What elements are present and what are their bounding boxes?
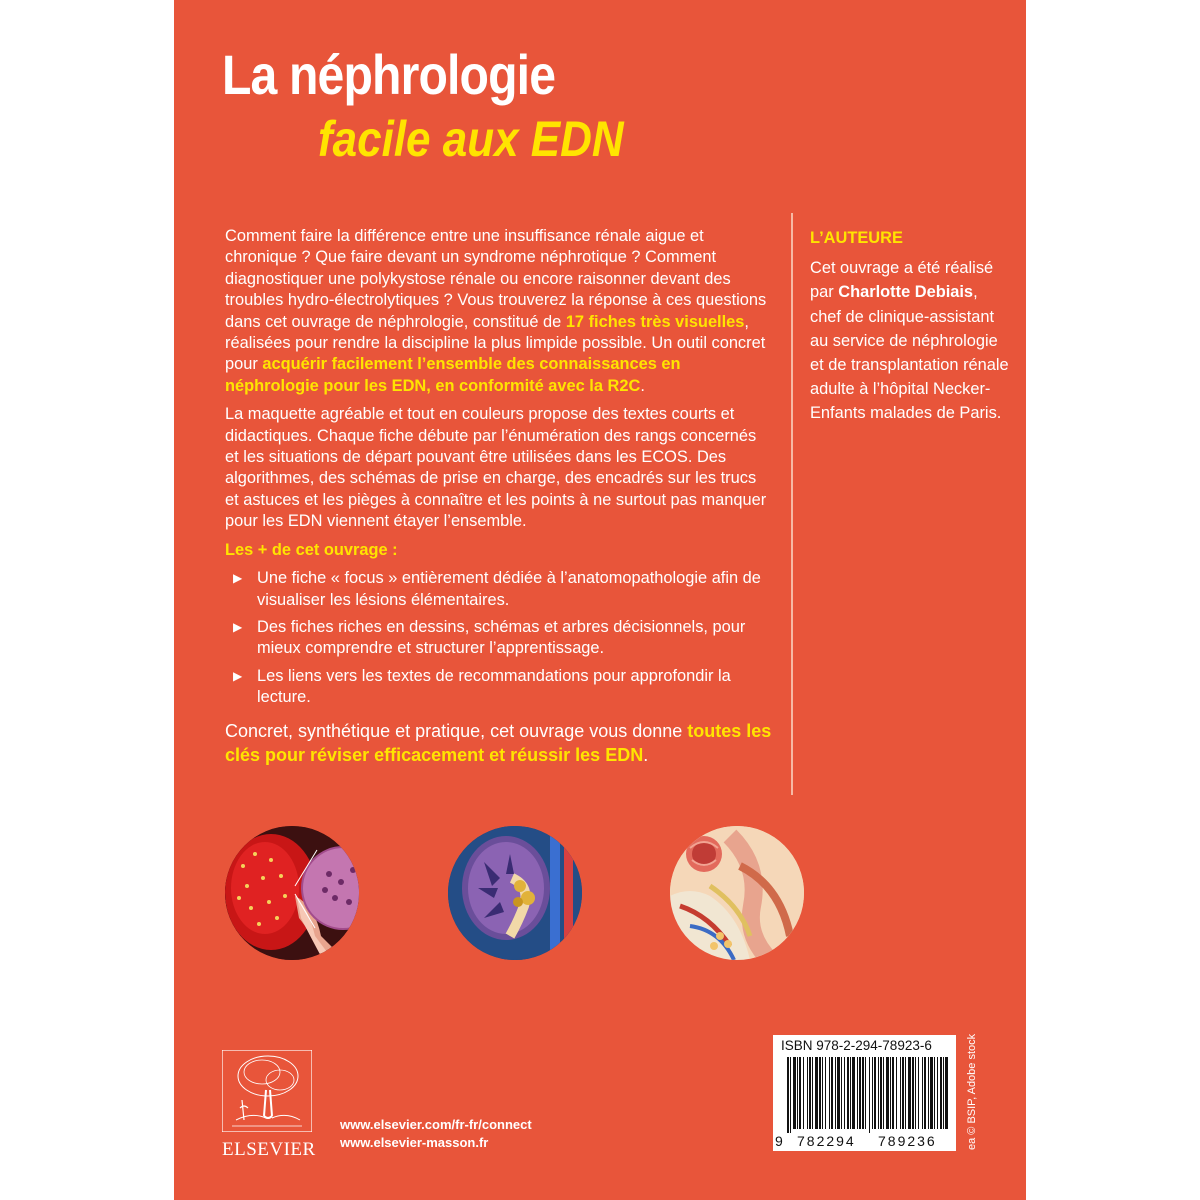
barcode-bar: [799, 1057, 801, 1129]
author-bio: Cet ouvrage a été réalisé par Charlotte Debiais, chef de clinique-assistant au service de néphrologie et de transplantation rénale adulte à l’hôpital Necker-Enfants malades de Paris.: [810, 259, 1009, 423]
barcode-bar: [940, 1057, 942, 1129]
list-item: ▶ Des fiches riches en dessins, schémas et arbres décisionnels, pour mieux comprendre et structurer l’apprentissage.: [233, 617, 746, 658]
kidney-illustration-1: [225, 826, 359, 960]
triangle-bullet-icon: ▶: [233, 619, 243, 634]
elsevier-tree-icon: [222, 1050, 312, 1132]
barcode-bar: [825, 1057, 826, 1129]
barcode-bar: [905, 1057, 906, 1129]
isbn-label: ISBN 978-2-294-78923-6: [781, 1038, 932, 1053]
barcode-bar: [892, 1057, 894, 1129]
barcode-bar: [937, 1057, 938, 1129]
barcode-bar: [809, 1057, 811, 1129]
barcode-bar: [943, 1057, 944, 1129]
description-column: [225, 226, 773, 774]
highlight-17-fiches: 17 fiches très visuelles: [565, 312, 745, 331]
barcode-bar: [841, 1057, 842, 1129]
triangle-bullet-icon: ▶: [233, 668, 243, 683]
barcode-bar: [869, 1057, 870, 1133]
plus-heading: Les + de cet ouvrage :: [225, 540, 398, 559]
barcode-bar: [902, 1057, 904, 1129]
barcode-bar: [915, 1057, 916, 1129]
barcode-bar: [857, 1057, 858, 1129]
barcode-bar: [874, 1057, 876, 1129]
barcode-bar: [862, 1057, 864, 1129]
book-title: La néphrologie: [222, 43, 556, 106]
publisher-url-2[interactable]: www.elsevier-masson.fr: [340, 1135, 489, 1150]
list-item: ▶ Une fiche « focus » entièrement dédiée à l’anatomopathologie afin de visualiser les lésions élémentaires.: [233, 569, 761, 609]
highlight-acquerir: acquérir facilement l’ensemble des connaissances en néphrologie pour les EDN, en conformité avec la R2C: [225, 355, 681, 395]
barcode-bar: [797, 1057, 798, 1129]
barcode-bar: [822, 1057, 823, 1129]
barcode-bar: [922, 1057, 923, 1129]
barcode-bar: [815, 1057, 818, 1129]
barcode-bar: [787, 1057, 789, 1133]
list-item: ▶ Les liens vers les textes de recommandations pour approfondir la lecture.: [233, 666, 731, 707]
barcode-bar: [852, 1057, 855, 1129]
barcode-bar: [912, 1057, 914, 1129]
barcode-bar: [847, 1057, 849, 1129]
conclusion-paragraph: Concret, synthétique et pratique, cet ouvrage vous donne toutes les clés pour réviser efficacement et réussir les EDN.: [225, 720, 772, 765]
elsevier-logo: [222, 1050, 316, 1161]
barcode-bar: [837, 1057, 840, 1129]
barcode-bar: [835, 1057, 836, 1129]
plus-list: [225, 568, 773, 708]
isbn-barcode: ISBN 978-2-294-78923-6 9 782294 789236: [773, 1035, 956, 1151]
highlight-conclusion: toutes les clés pour réviser efficacement et réussir les EDN: [225, 720, 772, 765]
barcode-bar: [865, 1057, 866, 1129]
barcode-bar: [829, 1057, 830, 1129]
barcode-bar: [930, 1057, 933, 1129]
barcode-bar: [819, 1057, 821, 1129]
barcode-bars: [773, 1035, 956, 1135]
barcode-bar: [900, 1057, 901, 1129]
book-back-cover: [174, 0, 1026, 1200]
description-paragraph-1: Comment faire la différence entre une insuffisance rénale aigue et chronique ? Que faire devant un syndrome néphrotique ? Comment diagnostiquer une polykystose rénale ou encore raisonner devant des troubles hydro-électrolytiques ? Vous trouverez la réponse à ces questions dans cet ouvrage de néphrologie, constitué de 17 fiches très visuelles, réalisées pour rendre la discipline la plus limpide possible. Un outil concret pour acquérir facilement l’ensemble des connaissances en néphrologie pour les EDN, en conformité avec la R2C.: [225, 227, 767, 395]
barcode-bar: [790, 1057, 791, 1133]
barcode-bar: [934, 1057, 935, 1129]
barcode-bar: [844, 1057, 845, 1129]
description-paragraph-2: La maquette agréable et tout en couleurs propose des textes courts et didactiques. Chaque fiche débute par l’énumération des rangs concernés et les situations de départ pouvant être utilisées dans les ECOS. Des algorithmes, des schémas de prise en charge, des encadrés sur les trucs et astuces et les pièges à connaître et les points à ne surtout pas manquer pour les EDN viennent étayer l’ensemble.: [225, 405, 767, 531]
author-column: [810, 226, 1010, 426]
barcode-bar: [924, 1057, 926, 1129]
barcode-bar: [918, 1057, 919, 1129]
publisher-urls: [340, 1116, 532, 1152]
triangle-bullet-icon: ▶: [233, 571, 243, 586]
barcode-bar: [859, 1057, 861, 1129]
kidney-illustration-2: [448, 826, 582, 960]
barcode-bar: [878, 1057, 879, 1129]
kidney-illustration-3: [670, 826, 804, 960]
barcode-bar: [850, 1057, 851, 1129]
book-subtitle: facile aux EDN: [318, 111, 624, 167]
barcode-bar: [803, 1057, 804, 1129]
barcode-bar: [908, 1057, 911, 1129]
image-credit: ea © BSIP, Adobe stock: [966, 1033, 978, 1150]
author-name: Charlotte Debiais: [838, 283, 974, 302]
barcode-bar: [831, 1057, 833, 1129]
barcode-bar: [886, 1057, 889, 1129]
barcode-bar: [793, 1057, 796, 1129]
barcode-bar: [890, 1057, 891, 1129]
column-divider: [791, 213, 793, 795]
barcode-bar: [928, 1057, 929, 1129]
barcode-bar: [945, 1057, 948, 1129]
publisher-url-1[interactable]: www.elsevier.com/fr-fr/connect: [340, 1117, 532, 1132]
publisher-name: ELSEVIER: [222, 1139, 316, 1160]
barcode-bar: [872, 1057, 873, 1129]
barcode-bar: [880, 1057, 882, 1129]
barcode-bar: [883, 1057, 884, 1129]
barcode-bar: [896, 1057, 897, 1129]
barcode-bar: [812, 1057, 813, 1129]
author-heading: L’AUTEURE: [810, 229, 903, 247]
barcode-bar: [807, 1057, 808, 1129]
